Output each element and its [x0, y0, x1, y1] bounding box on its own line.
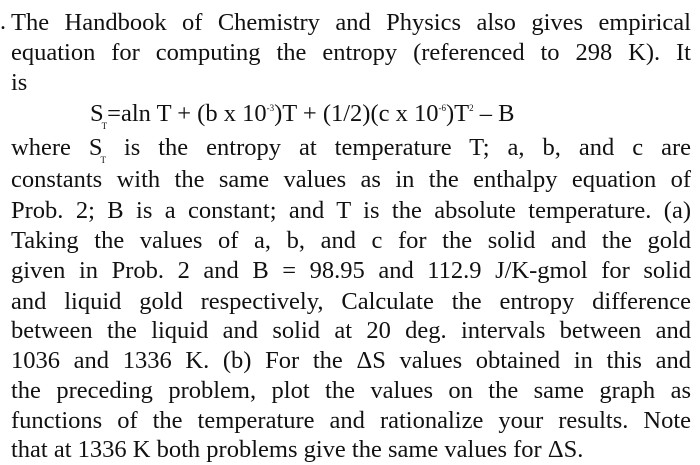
text-line-14: functions of the temperature and rationalize your results. Note	[11, 407, 691, 434]
text-line-6: constants with the same values as in the enthalpy equation of	[11, 166, 691, 193]
text-line-15: that at 1336 K both problems give the same values for ΔS.	[11, 436, 584, 463]
eq-part-4: – B	[473, 100, 515, 127]
eq-exp-2: -6	[438, 103, 446, 113]
where-t-subscript: T	[100, 155, 106, 165]
text-line-1: The Handbook of Chemistry and Physics also gives empirical	[11, 9, 691, 36]
eq-exp-1: -3	[266, 103, 275, 113]
where-rest: is the entropy at temperature T; a, b, and c are	[123, 134, 691, 161]
leading-dot: .	[0, 9, 6, 35]
text-line-7: Prob. 2; B is a constant; and T is the absolute temperature. (a)	[11, 197, 691, 224]
eq-part-2: )T + (1/2)(c x 10	[274, 100, 439, 127]
where-s: where S	[11, 134, 103, 161]
text-line-2: equation for computing the entropy (referenced to 298 K). It	[11, 39, 691, 66]
text-line-9: given in Prob. 2 and B = 98.95 and 112.9 J/K-gmol for solid	[11, 257, 691, 284]
text-line-11: between the liquid and solid at 20 deg. intervals between and	[11, 317, 691, 344]
text-line-5	[11, 133, 691, 167]
text-line-8: Taking the values of a, b, and c for the solid and the gold	[11, 227, 691, 254]
eq-exp-3: 2	[469, 103, 474, 113]
text-line-12: 1036 and 1336 K. (b) For the ΔS values obtained in this and	[11, 347, 691, 374]
eq-t-subscript: T	[101, 121, 108, 131]
eq-part-3: )T	[445, 100, 470, 127]
entropy-equation	[90, 99, 514, 133]
text-line-13: the preceding problem, plot the values on the same graph as	[11, 377, 691, 404]
eq-s: S	[90, 100, 104, 127]
text-line-3: is	[11, 69, 28, 96]
text-line-10: and liquid gold respectively, Calculate the entropy difference	[11, 288, 691, 315]
eq-part-1: =aln T + (b x 10	[107, 100, 267, 127]
